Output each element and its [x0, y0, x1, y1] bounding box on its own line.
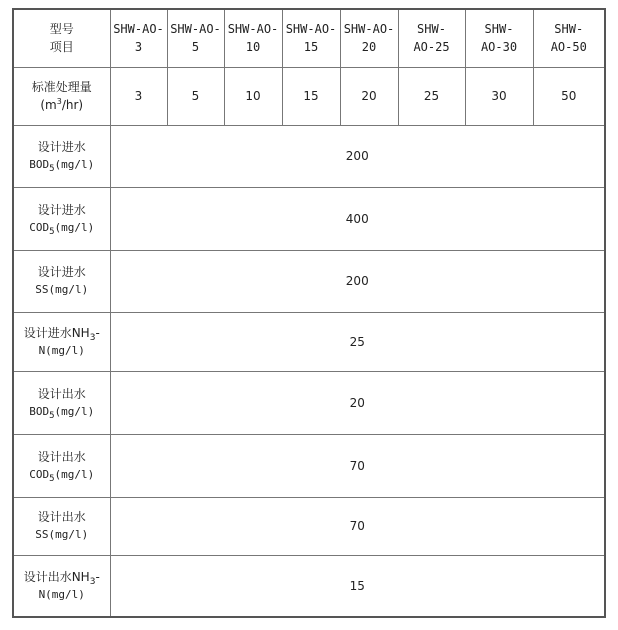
param-value: 20: [110, 371, 605, 434]
model-cell: SHW-AO- 15: [282, 9, 340, 67]
param-unit: $BOD_5(mg/l)$: [29, 158, 95, 174]
spec-row: [13, 555, 605, 617]
spec-row: [13, 187, 605, 250]
param-unit: SS(mg/l): [35, 528, 89, 541]
spec-row: [13, 125, 605, 187]
model-cell: SHW- AO-25: [398, 9, 465, 67]
spec-row: [13, 434, 605, 497]
capacity-value: 25: [398, 67, 465, 125]
capacity-row: [13, 67, 605, 125]
param-value: 400: [110, 187, 605, 250]
param-value: 200: [110, 125, 605, 187]
header-item-label: 项目: [49, 40, 74, 55]
capacity-value: 5: [167, 67, 224, 125]
param-label-cell: [13, 250, 110, 312]
header-row: [13, 9, 605, 67]
capacity-unit: $(m^3/hr)$: [40, 97, 84, 112]
model-cell: SHW-AO- 20: [340, 9, 398, 67]
param-label-cell: [13, 555, 110, 617]
spec-row: [13, 497, 605, 555]
capacity-value: 3: [110, 67, 167, 125]
capacity-value: 50: [533, 67, 605, 125]
param-value: 15: [110, 555, 605, 617]
param-label-cell: [13, 125, 110, 187]
model-cell: SHW-AO- 10: [224, 9, 282, 67]
capacity-value: 10: [224, 67, 282, 125]
param-label: 设计进水: [37, 265, 86, 279]
spec-table: [12, 8, 606, 618]
spec-row: [13, 250, 605, 312]
param-unit: SS(mg/l): [35, 283, 89, 296]
model-cell: SHW-AO- 3: [110, 9, 167, 67]
spec-row: [13, 312, 605, 371]
param-value: 25: [110, 312, 605, 371]
param-label: 设计出水: [37, 386, 86, 401]
param-unit: N(mg/l): [38, 343, 85, 357]
capacity-value: 30: [465, 67, 533, 125]
param-label-cell: [13, 312, 110, 371]
capacity-value: 20: [340, 67, 398, 125]
header-corner-cell: [13, 9, 110, 67]
param-label-cell: [13, 497, 110, 555]
param-value: 200: [110, 250, 605, 312]
param-label: 设计进水: [37, 202, 86, 217]
param-unit: $BOD_5(mg/l)$: [29, 404, 95, 421]
param-label: 设计出水: [37, 449, 86, 464]
capacity-value: 15: [282, 67, 340, 125]
spec-row: [13, 371, 605, 434]
param-label: 设计出水$NH_3-$: [23, 569, 100, 587]
param-label: 设计进水: [37, 140, 86, 154]
param-label-cell: [13, 371, 110, 434]
header-model-label: 型号: [49, 22, 74, 37]
model-cell: SHW- AO-30: [465, 9, 533, 67]
model-cell: SHW-AO-5: [167, 9, 224, 67]
param-unit: $COD_5(mg/l)$: [29, 467, 95, 484]
param-label-cell: [13, 187, 110, 250]
param-value: 70: [110, 497, 605, 555]
capacity-label-cell: [13, 67, 110, 125]
param-unit: $COD_5(mg/l)$: [29, 220, 95, 237]
param-unit: N(mg/l): [38, 587, 85, 601]
param-value: 70: [110, 434, 605, 497]
param-label: 设计进水$NH_3-$: [23, 325, 100, 343]
param-label: 设计出水: [37, 510, 86, 524]
model-cell: SHW- AO-50: [533, 9, 605, 67]
param-label-cell: [13, 434, 110, 497]
capacity-label: 标准处理量: [31, 80, 92, 94]
